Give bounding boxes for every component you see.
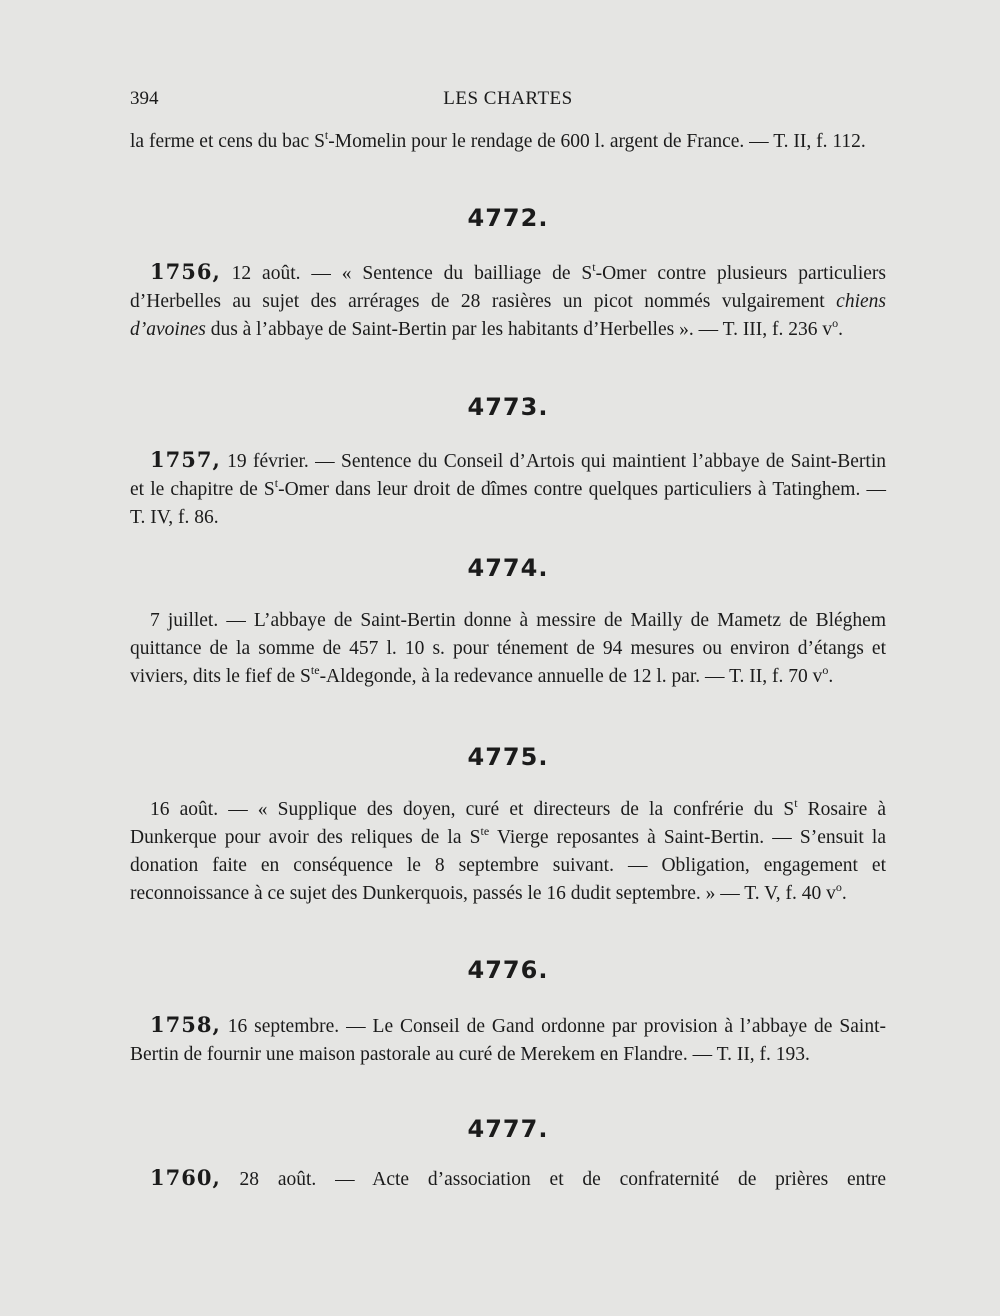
entry-number: 4776. <box>467 956 549 984</box>
entry-4777-text: 1760, 28 août. — Acte d’association et de confraternité de prières entre <box>150 1165 886 1190</box>
running-title: LES CHARTES <box>443 88 573 109</box>
entry-number: 4772. <box>467 204 549 232</box>
entry-4776-text: 1758, 16 septembre. — Le Conseil de Gand ordonne par provision à l’abbaye de Saint-Bertin de fournir une maison pastorale au curé de Merekem en Flandre. — T. II, f. 193. <box>130 1012 886 1065</box>
entry-year: 1757, <box>150 447 221 472</box>
entry-number: 4775. <box>467 743 549 771</box>
page-header <box>130 88 886 118</box>
page-number: 394 <box>130 88 159 109</box>
intro-paragraph: la ferme et cens du bac $S^t$-Momelin pour le rendage de 600 l. argent de France. — T. II, f. 112. <box>130 128 866 152</box>
entry-number: 4777. <box>467 1115 549 1143</box>
entry-number: 4773. <box>467 393 549 421</box>
entry-year: 1756, <box>150 259 221 284</box>
entry-4774-text: 7 juillet. — L’abbaye de Saint-Bertin donne à messire de Mailly de Mametz de Bléghem quittance de la somme de 457 l. 10 s. pour ténement de 94 mesures ou environ d’étangs et viviers, dits le fief de $S^{te}$-Aldegonde, à la redevance annuelle de 12 l. par. — T. II, f. 70 $v^o$. <box>130 610 886 687</box>
entry-number: 4774. <box>467 554 549 582</box>
entry-4773-text: 1757, 19 février. — Sentence du Conseil d’Artois qui maintient l’abbaye de Saint-Bertin et le chapitre de $S^t$-Omer dans leur droit de dîmes contre quelques particuliers à Tatinghem. — T. IV, f. 86. <box>130 447 886 528</box>
entry-4772-text: 1756, 12 août. — « Sentence du bailliage de $S^t$-Omer contre plusieurs particuliers d’Herbelles au sujet des arrérages de 28 rasières un picot nommés vulgairement chiens d’avoines dus à l’abbaye de Saint-Bertin par les habitants d’Herbelles ». — T. III, f. 236 $v^o$. <box>130 259 886 340</box>
entry-year: 1760, <box>150 1165 221 1190</box>
entry-year: 1758, <box>150 1012 221 1037</box>
entry-4775-text: 16 août. — « Supplique des doyen, curé et directeurs de la confrérie du $S^t$ Rosaire à Dunkerque pour avoir des reliques de la $S^{te}$ Vierge reposantes à Saint-Bertin. — S’ensuit la donation faite en conséquence le 8 septembre suivant. — Obligation, engagement et reconnoissance à ce sujet des Dunkerquois, passés le 16 dudit septembre. » — T. V, f. 40 $v^o$. <box>130 796 886 904</box>
